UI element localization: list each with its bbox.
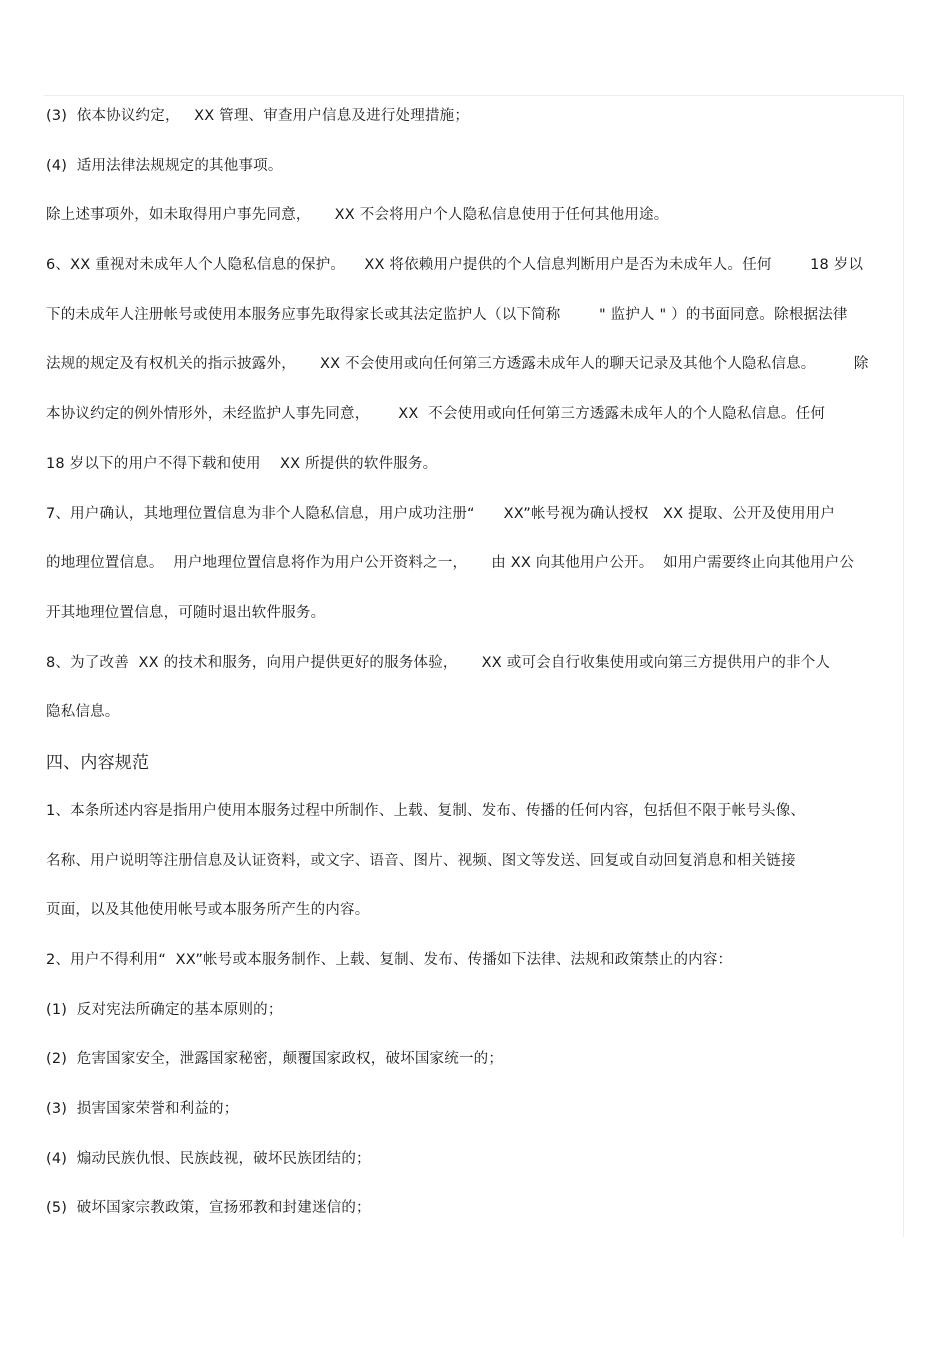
clause-4-line: (4) 适用法律法规规定的其他事项。	[46, 157, 283, 174]
exception-line: 除上述事项外，如未取得用户事先同意， XX 不会将用户个人隐私信息使用于任何其他用途。	[46, 207, 669, 224]
minor-privacy-line-3: 法规的规定及有权机关的指示披露外， XX 不会使用或向任何第三方透露未成年人的聊天记录及其他个人隐私信息。 除	[46, 356, 869, 373]
prohibited-item-4: (4) 煽动民族仇恨、民族歧视，破坏民族团结的；	[46, 1150, 371, 1167]
prohibited-intro-line: 2、用户不得利用“ XX”帐号或本服务制作、上载、复制、发布、传播如下法律、法规和政策禁止的内容：	[46, 952, 733, 968]
minor-privacy-line-2: 下的未成年人注册帐号或使用本服务应事先取得家长或其法定监护人（以下简称 " 监护人 " ）的书面同意。除根据法律	[46, 306, 848, 323]
document-body	[46, 106, 906, 1248]
section-heading: 四、内容规范	[46, 752, 150, 773]
content-def-line-3: 页面，以及其他使用帐号或本服务所产生的内容。	[46, 902, 370, 919]
prohibited-item-1: (1) 反对宪法所确定的基本原则的；	[46, 1001, 283, 1018]
service-improve-line-2: 隐私信息。	[46, 704, 120, 721]
content-def-line-2: 名称、用户说明等注册信息及认证资料，或文字、语音、图片、视频、图文等发送、回复或自动回复消息和相关链接	[46, 852, 796, 869]
location-line-3: 开其地理位置信息，可随时退出软件服务。	[46, 604, 326, 621]
minor-privacy-line-4: 本协议约定的例外情形外，未经监护人事先同意， XX 不会使用或向任何第三方透露未成年人的个人隐私信息。任何	[46, 406, 826, 423]
content-def-line-1: 1、本条所述内容是指用户使用本服务过程中所制作、上载、复制、发布、传播的任何内容，包括但不限于帐号头像、	[46, 802, 806, 819]
minor-privacy-line-1: 6、XX 重视对未成年人个人隐私信息的保护。 XX 将依赖用户提供的个人信息判断用户是否为未成年人。任何 18 岁以	[46, 257, 864, 274]
clause-3-line: (3) 依本协议约定， XX 管理、审查用户信息及进行处理措施；	[46, 108, 470, 124]
prohibited-item-2: (2) 危害国家安全，泄露国家秘密，颠覆国家政权，破坏国家统一的；	[46, 1051, 504, 1068]
prohibited-item-5: (5) 破坏国家宗教政策，宣扬邪教和封建迷信的；	[46, 1200, 371, 1217]
location-line-2: 的地理位置信息。 用户地理位置信息将作为用户公开资料之一， 由 XX 向其他用户公开。 如用户需要终止向其他用户公	[46, 555, 855, 572]
service-improve-line-1: 8、为了改善 XX 的技术和服务，向用户提供更好的服务体验， XX 或可会自行收集使用或向第三方提供用户的非个人	[46, 654, 831, 671]
prohibited-item-3: (3) 损害国家荣誉和利益的；	[46, 1101, 239, 1118]
location-line-1: 7、用户确认，其地理位置信息为非个人隐私信息，用户成功注册“ XX”帐号视为确认授权 XX 提取、公开及使用用户	[46, 505, 836, 522]
minor-privacy-line-5: 18 岁以下的用户不得下载和使用 XX 所提供的软件服务。	[46, 455, 438, 472]
